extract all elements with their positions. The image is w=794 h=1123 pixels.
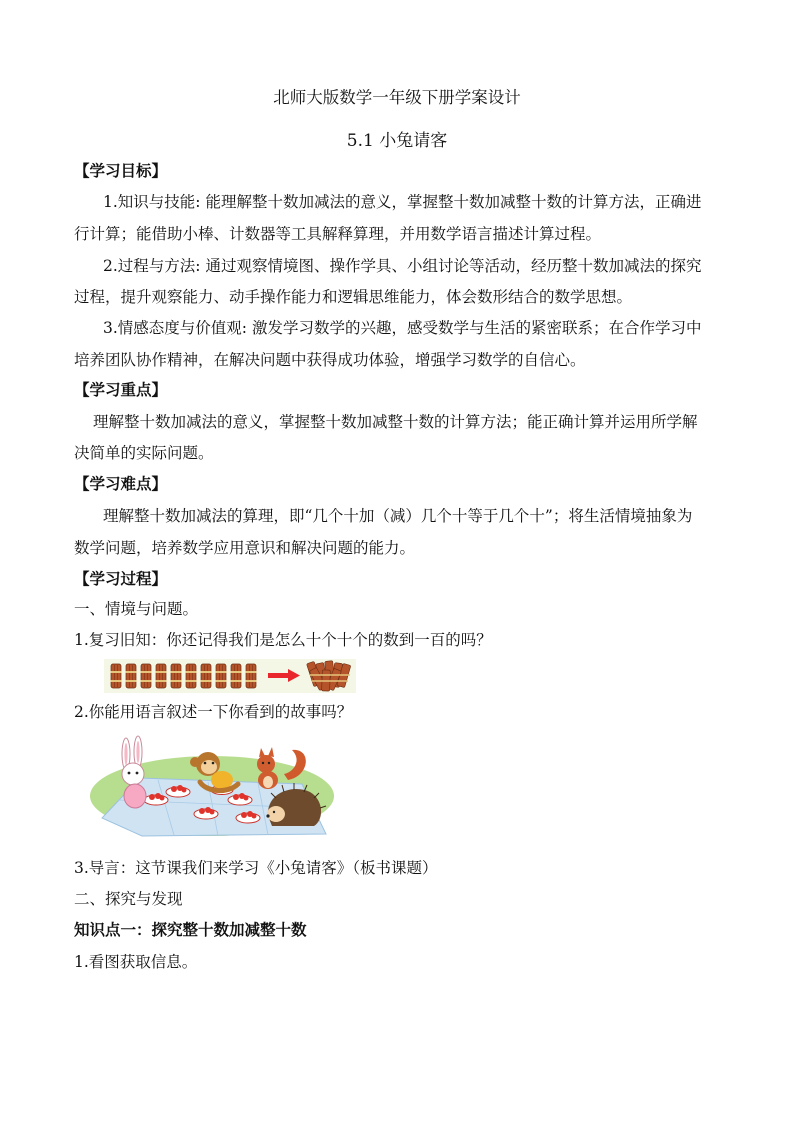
question-2: 2.你能用语言叙述一下你看到的故事吗？ bbox=[74, 703, 353, 721]
stick-bundle bbox=[111, 664, 122, 688]
stick-bundle bbox=[231, 664, 242, 688]
stick-bundle bbox=[186, 664, 197, 688]
document-title: 北师大版数学一年级下册学案设计 bbox=[273, 88, 521, 107]
stick-bundle bbox=[141, 664, 152, 688]
question-3: 3.导言：这节课我们来学习《小兔请客》（板书课题） bbox=[74, 859, 438, 877]
stick-bundle bbox=[201, 664, 212, 688]
key-points-line-2: 决简单的实际问题。 bbox=[74, 444, 214, 462]
stick-bundle bbox=[156, 664, 167, 688]
stick-bundle bbox=[126, 664, 137, 688]
knowledge-point-1-item-1: 1.看图获取信息。 bbox=[74, 953, 198, 971]
goal-2-line-1: 2.过程与方法: 通过观察情境图、操作学具、小组讨论等活动，经历整十数加减法的探究 bbox=[103, 257, 702, 275]
difficulties-line-1: 理解整十数加减法的算理，即“几个十加（减）几个十等于几个十”；将生活情境抽象为 bbox=[103, 507, 693, 525]
section-1-heading: 一、情境与问题。 bbox=[74, 600, 199, 618]
knowledge-point-1-heading: 知识点一：探究整十数加减整十数 bbox=[74, 920, 307, 939]
sticks-illustration bbox=[104, 659, 356, 693]
goal-2-line-2: 过程，提升观察能力、动手操作能力和逻辑思维能力，体会数形结合的数学思想。 bbox=[74, 288, 633, 306]
goal-1-line-2: 行计算；能借助小棒、计数器等工具解释算理，并用数学语言描述计算过程。 bbox=[74, 225, 602, 243]
goal-3-line-2: 培养团队协作精神，在解决问题中获得成功体验，增强学习数学的自信心。 bbox=[74, 351, 586, 369]
goals-heading: 【学习目标】 bbox=[74, 161, 168, 180]
key-points-heading: 【学习重点】 bbox=[74, 380, 168, 399]
goal-1-line-1: 1.知识与技能: 能理解整十数加减法的意义，掌握整十数加减整十数的计算方法，正确进 bbox=[103, 193, 702, 211]
process-heading: 【学习过程】 bbox=[74, 569, 168, 588]
lesson-title: 5.1 小兔请客 bbox=[346, 131, 448, 151]
section-2-heading: 二、探究与发现 bbox=[74, 890, 183, 908]
question-1: 1.复习旧知：你还记得我们是怎么十个十个的数到一百的吗？ bbox=[74, 631, 492, 649]
picnic-illustration bbox=[88, 730, 334, 838]
stick-bundle bbox=[246, 664, 257, 688]
key-points-line-1: 理解整十数加减法的意义，掌握整十数加减整十数的计算方法；能正确计算并运用所学解 bbox=[93, 413, 698, 431]
goal-3-line-1: 3.情感态度与价值观: 激发学习数学的兴趣，感受数学与生活的紧密联系；在合作学习中 bbox=[103, 319, 702, 337]
rabbit-icon bbox=[122, 736, 146, 808]
difficulties-heading: 【学习难点】 bbox=[74, 474, 168, 493]
stick-bundle bbox=[216, 664, 227, 688]
stick-bundle bbox=[171, 664, 182, 688]
difficulties-line-2: 数学问题，培养数学应用意识和解决问题的能力。 bbox=[74, 539, 416, 557]
